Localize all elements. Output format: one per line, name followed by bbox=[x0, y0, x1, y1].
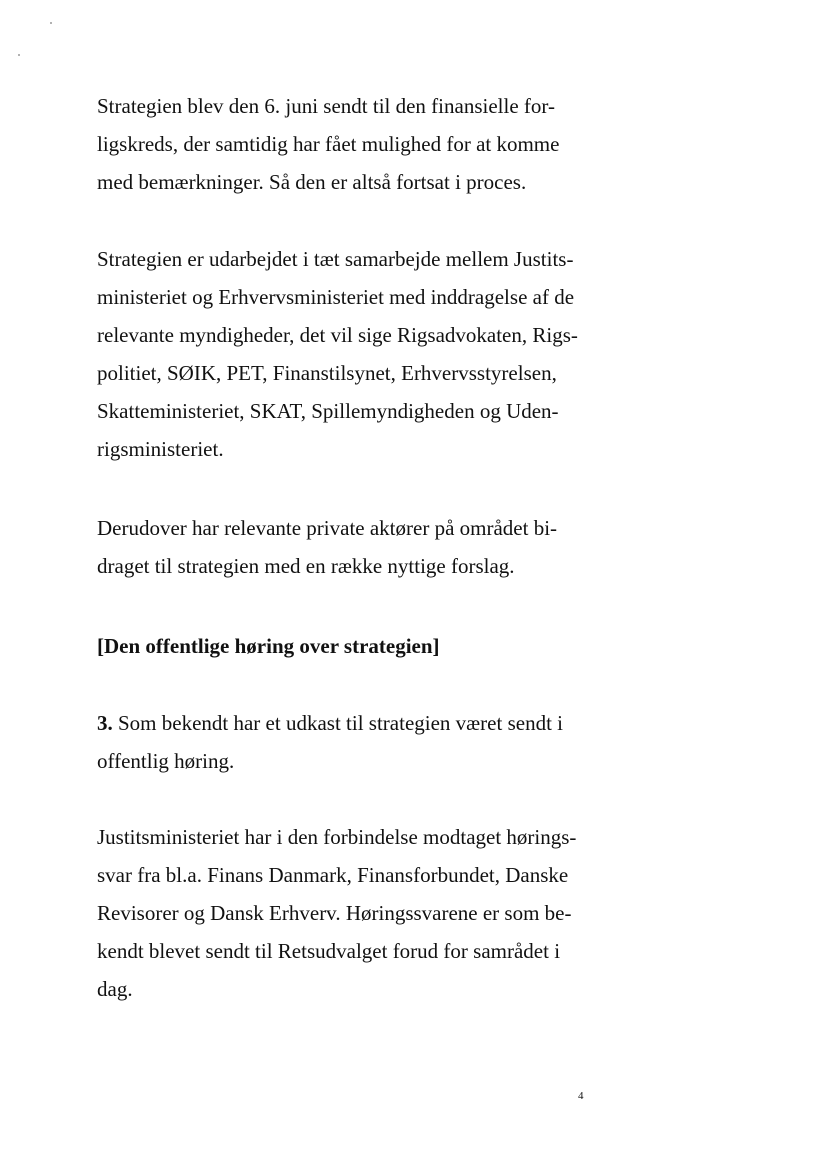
text-line: dag. bbox=[97, 977, 133, 1001]
text-line bbox=[97, 704, 617, 742]
text-line: rigsministeriet. bbox=[97, 437, 224, 461]
paragraph-1 bbox=[97, 87, 617, 201]
numbered-paragraph bbox=[97, 704, 617, 780]
text-line: Justitsministeriet har i den forbindelse modtaget hørings- bbox=[97, 825, 577, 849]
paragraph-3 bbox=[97, 509, 617, 585]
text-line: svar fra bl.a. Finans Danmark, Finansforbundet, Danske bbox=[97, 863, 569, 887]
heading-text: [Den offentlige høring over strategien] bbox=[97, 634, 440, 658]
text-line: Strategien blev den 6. juni sendt til den finansielle for- bbox=[97, 94, 555, 118]
section-heading bbox=[97, 627, 617, 665]
text-line: Revisorer og Dansk Erhverv. Høringssvarene er som be- bbox=[97, 901, 572, 925]
text-line: Strategien er udarbejdet i tæt samarbejde mellem Justits- bbox=[97, 247, 574, 271]
text-line: ligskreds, der samtidig har fået mulighed for at komme bbox=[97, 132, 560, 156]
section-number: 3. bbox=[97, 711, 113, 735]
paragraph-2 bbox=[97, 240, 617, 468]
text-line: politiet, SØIK, PET, Finanstilsynet, Erhvervsstyrelsen, bbox=[97, 361, 557, 385]
page-number: 4 bbox=[578, 1090, 584, 1102]
text-line: relevante myndigheder, det vil sige Rigsadvokaten, Rigs- bbox=[97, 323, 578, 347]
text-line: ministeriet og Erhvervsministeriet med inddragelse af de bbox=[97, 285, 575, 309]
text-line: Derudover har relevante private aktører på området bi- bbox=[97, 516, 558, 540]
text-line: med bemærkninger. Så den er altså fortsat i proces. bbox=[97, 170, 527, 194]
text-fragment: Som bekendt har et udkast til strategien været sendt i bbox=[118, 711, 563, 735]
text-line: offentlig høring. bbox=[97, 749, 235, 773]
scan-speck bbox=[50, 22, 52, 24]
text-line: Skatteministeriet, SKAT, Spillemyndigheden og Uden- bbox=[97, 399, 559, 423]
scan-speck bbox=[18, 54, 20, 56]
text-line: draget til strategien med en række nyttige forslag. bbox=[97, 554, 515, 578]
paragraph-4 bbox=[97, 818, 617, 1008]
text-line: kendt blevet sendt til Retsudvalget forud for samrådet i bbox=[97, 939, 561, 963]
